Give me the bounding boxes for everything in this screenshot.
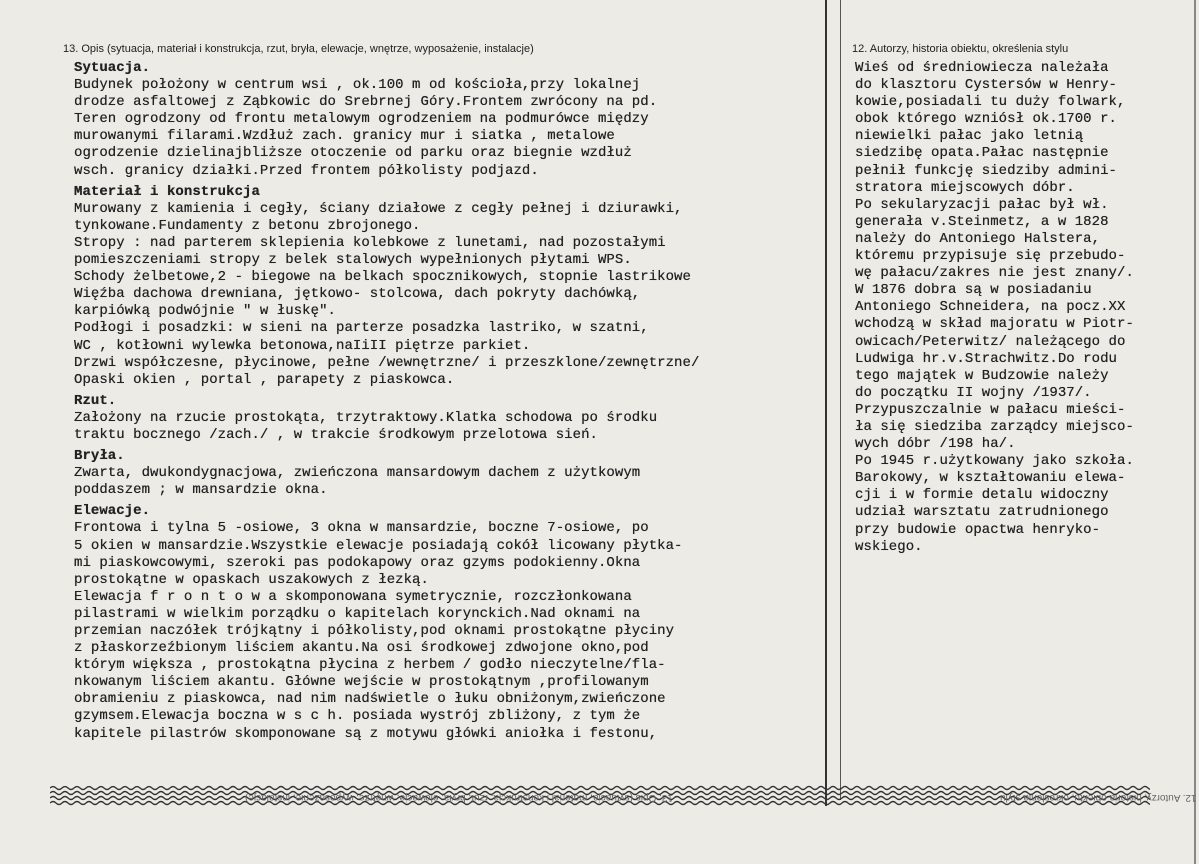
text-line: Stropy : nad parterem sklepienia kolebkowe z lunetami, nad pozostałymi [74, 234, 666, 251]
history-section-header: 12. Autorzy, historia obiektu, określenia stylu [852, 43, 1069, 55]
text-line: traktu bocznego /zach./ , w trakcie środkowym przelotowa sień. [74, 426, 598, 443]
history-line: wskiego. [855, 538, 923, 555]
text-line: 5 okien w mansardzie.Wszystkie elewacje posiadają cokół licowany płytka- [74, 537, 683, 554]
history-line: Ludwiga hr.v.Strachwitz.Do rodu [855, 350, 1117, 367]
history-line: stratora miejscowych dóbr. [855, 179, 1075, 196]
history-line: niewielki pałac jako letnią [855, 128, 1084, 145]
text-line: Założony na rzucie prostokąta, trzytraktowy.Klatka schodowa po środku [74, 409, 658, 426]
mirrored-history-header: 12. Autorzy, historia obiektu, określenia stylu [1000, 792, 1197, 803]
history-line: wchodzą w skład majoratu w Piotr- [855, 316, 1134, 333]
text-line: którym większa , prostokątna płycina z herbem / godło nieczytelne/fla- [74, 657, 666, 674]
history-line: Barokowy, w kształtowaniu elewa- [855, 470, 1126, 487]
history-line: któremu przypisuje się przebudo- [855, 248, 1126, 265]
text-line: poddaszem ; w mansardzie okna. [74, 482, 328, 499]
history-line: Wieś od średniowiecza należała [855, 60, 1109, 76]
description-section-header: 13. Opis (sytuacja, materiał i konstrukcja, rzut, bryła, elewacje, wnętrze, wyposażenie, instalacje) [63, 43, 534, 55]
text-line: Drzwi współczesne, płycinowe, pełne /wewnętrzne/ i przeszklone/zewnętrzne/ [74, 354, 700, 371]
text-line: WC , kotłowni wylewka betonowa,naIiII piętrze parkiet. [74, 337, 531, 354]
text-line: murowanymi filarami.Wzdłuż zach. granicy mur i siatka , metalowe [74, 128, 615, 145]
history-line: obok którego wzniósł ok.1700 r. [855, 111, 1117, 128]
history-line: owicach/Peterwitz/ należącego do [855, 333, 1126, 350]
text-line: Podłogi i posadzki: w sieni na parterze posadzka lastriko, w szatni, [74, 320, 649, 337]
text-line: tynkowane.Fundamenty z betonu zbrojonego. [74, 217, 421, 234]
text-line: karpiówką podwójnie " w łuskę". [74, 303, 336, 320]
text-line: ogrodzenie dzielinajbliższe otoczenie od parku oraz biegnie wzdłuż [74, 145, 632, 162]
history-line: przy budowie opactwa henryko- [855, 521, 1101, 538]
text-line: Teren ogrodzony od frontu metalowym ogrodzeniem na podmurówce między [74, 111, 649, 128]
text-line: Budynek położony w centrum wsi , ok.100 m od kościoła,przy lokalnej [74, 77, 641, 94]
text-line: Schody żelbetowe,2 - biegowe na belkach spocznikowych, stopnie lastrikowe [74, 269, 691, 286]
history-line: tego majątek w Budzowie należy [855, 367, 1109, 384]
history-line: siedzibę opata.Pałac następnie [855, 145, 1109, 162]
history-line: należy do Antoniego Halstera, [855, 230, 1101, 247]
text-line: drodze asfaltowej z Ząbkowic do Srebrnej Góry.Frontem zwrócony na pd. [74, 94, 658, 111]
history-line: do klasztoru Cystersów w Henry- [855, 77, 1117, 94]
history-line: cji i w formie detalu widoczny [855, 487, 1109, 504]
text-line: z płaskorzeźbionym liściem akantu.Na osi środkowej zdwojone okno,pod [74, 640, 649, 657]
text-line: Murowany z kamienia i cegły, ściany działowe z cegły pełnej i dziurawki, [74, 200, 683, 217]
section-heading: Rzut. [74, 392, 117, 409]
history-line: Przypuszczalnie w pałacu mieści- [855, 401, 1126, 418]
history-line: Antoniego Schneidera, na pocz.XX [855, 299, 1126, 316]
text-line: Zwarta, dwukondygnacjowa, zwieńczona mansardowym dachem z użytkowym [74, 465, 641, 482]
history-line: W 1876 dobra są w posiadaniu [855, 282, 1092, 299]
history-line: udział warsztatu zatrudnionego [855, 504, 1109, 521]
text-line: mi piaskowcowymi, szeroki pas podokapowy oraz gzyms podokienny.Okna [74, 554, 641, 571]
text-line: Więźba dachowa drewniana, jętkowo- stolcowa, dach pokryty dachówką, [74, 286, 641, 303]
history-text [855, 60, 1195, 556]
section-heading: Sytuacja. [74, 60, 151, 76]
section-heading: Bryła. [74, 448, 125, 465]
text-line: przemian naczółek trójkątny i półkolisty,pod oknami prostokątne płyciny [74, 623, 675, 639]
section-heading: Materiał i konstrukcja [74, 183, 260, 200]
text-line: kapitele pilastrów skomponowane są z motywu główki aniołka i festonu, [74, 725, 658, 742]
history-line: Po sekularyzacji pałac był wł. [855, 196, 1109, 213]
text-line: prostokątne w opaskach uszakowych z łezką. [74, 571, 429, 588]
history-line: wych dóbr /198 ha/. [855, 436, 1016, 453]
text-line: Opaski okien , portal , parapety z piaskowca. [74, 371, 455, 388]
text-line: wsch. granicy działki.Przed frontem półkolisty podjazd. [74, 162, 539, 179]
text-line: obramieniu z piaskowca, nad nim nadświetle o łuku obniżonym,zwieńczone [74, 691, 666, 708]
history-line: kowie,posiadali tu duży folwark, [855, 94, 1126, 111]
text-line: pomieszczeniami stropy z belek stalowych wypełnionych płytami WPS. [74, 252, 632, 269]
text-line: Frontowa i tylna 5 -osiowe, 3 okna w mansardzie, boczne 7-osiowe, po [74, 520, 649, 537]
history-line: Po 1945 r.użytkowany jako szkoła. [855, 453, 1134, 470]
text-line: Elewacja f r o n t o w a skomponowana symetrycznie, rozczłonkowana [74, 588, 632, 605]
history-line: generała v.Steinmetz, a w 1828 [855, 213, 1109, 230]
text-line: pilastrami w wielkim porządku o kapitelach korynckich.Nad oknami na [74, 605, 641, 622]
history-line: ła się siedziba zarządcy miejsco- [855, 418, 1134, 435]
history-line: pełnił funkcję siedziby admini- [855, 162, 1117, 179]
mirrored-description-header: 13. Opis (sytuacja, materiał i konstrukcja, rzut, bryła, elewacje, wnętrze, wyposażenie, instalacje) [245, 792, 673, 803]
column-divider-thin [840, 0, 841, 800]
wave-line [50, 787, 1150, 790]
history-line: do początku II wojny /1937/. [855, 384, 1092, 401]
section-heading: Elewacje. [74, 503, 151, 520]
description-text [74, 60, 834, 743]
history-line: wę pałacu/zakres nie jest znany/. [855, 265, 1134, 282]
text-line: gzymsem.Elewacja boczna w s c h. posiada wystrój zbliżony, z tym że [74, 708, 641, 725]
text-line: nkowanym liściem akantu. Główne wejście w prostokątnym ,profilowanym [74, 674, 649, 691]
